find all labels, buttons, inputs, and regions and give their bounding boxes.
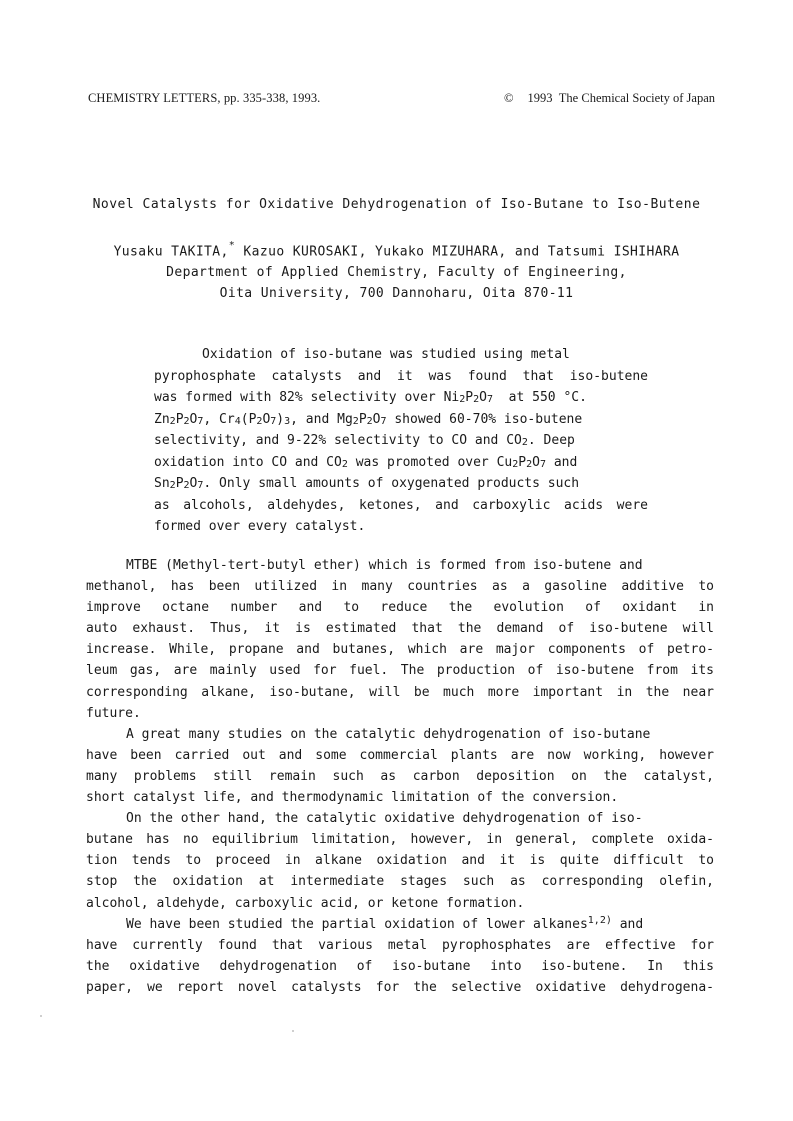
copyright-line bbox=[504, 91, 715, 106]
abstract-line: $Sn_2P_2O_7$. Only small amounts of oxygenated products such bbox=[154, 476, 580, 491]
author-corresponding: Yusaku TAKITA, bbox=[113, 244, 229, 260]
abstract-line: was formed with 82% selectivity over $Ni_2P_2O_7$ at 550 °C. bbox=[154, 390, 587, 405]
abstract bbox=[154, 344, 648, 538]
body-line: stop the oxidation at intermediate stages such as corresponding olefin, bbox=[86, 874, 714, 890]
author-others: Kazuo KUROSAKI, Yukako MIZUHARA, and Tatsumi ISHIHARA bbox=[243, 244, 680, 260]
body-line: tion tends to proceed in alkane oxidation and it is quite difficult to bbox=[86, 853, 714, 869]
body-line: improve octane number and to reduce the evolution of oxidant in bbox=[86, 600, 714, 616]
body-line: butane has no equilibrium limitation, however, in general, complete oxida- bbox=[86, 832, 714, 848]
scan-speck bbox=[292, 1030, 294, 1032]
corresponding-star: * bbox=[228, 240, 236, 251]
abstract-line: oxidation into CO and $CO_2$ was promoted over $Cu_2P_2O_7$ and bbox=[154, 454, 578, 470]
body-line: have been carried out and some commercial plants are now working, however bbox=[86, 747, 714, 763]
abstract-line: pyrophosphate catalysts and it was found that iso-butene bbox=[154, 368, 648, 384]
body-line: many problems still remain such as carbon deposition on the catalyst, bbox=[86, 768, 714, 784]
body-line: alcohol, aldehyde, carboxylic acid, or ketone formation. bbox=[86, 895, 525, 911]
abstract-line: Oxidation of iso-butane was studied using metal bbox=[202, 347, 570, 362]
body-line: future. bbox=[86, 705, 141, 721]
body-line: increase. While, propane and butanes, which are major components of petro- bbox=[86, 642, 714, 658]
abstract-line: formed over every catalyst. bbox=[154, 519, 366, 534]
reference-superscript: 1,2) bbox=[587, 914, 612, 926]
author-block bbox=[0, 237, 793, 304]
abstract-line: selectivity, and 9-22% selectivity to CO and $CO_2$. Deep bbox=[154, 433, 575, 448]
body-line: MTBE (Methyl-tert-butyl ether) which is formed from iso-butene and bbox=[126, 558, 643, 573]
author-list bbox=[0, 237, 793, 262]
abstract-line: $Zn_2P_2O_7$, $Cr_4(P_2O_7)_3$, and $Mg_2P_2O_7$ showed 60-70% iso-butene bbox=[154, 411, 583, 427]
body-line: the oxidative dehydrogenation of iso-butane into iso-butene. In this bbox=[86, 958, 714, 974]
body-line: methanol, has been utilized in many countries as a gasoline additive to bbox=[86, 579, 714, 595]
body-line: leum gas, are mainly used for fuel. The production of iso-butene from its bbox=[86, 663, 714, 679]
scan-speck bbox=[40, 1015, 42, 1017]
publisher-name: The Chemical Society of Japan bbox=[558, 91, 715, 105]
body-line: A great many studies on the catalytic dehydrogenation of iso-butane bbox=[126, 726, 651, 742]
affiliation-line-1: Department of Applied Chemistry, Faculty of Engineering, bbox=[166, 265, 627, 281]
abstract-line: as alcohols, aldehydes, ketones, and carboxylic acids were bbox=[154, 497, 648, 513]
paper-title: Novel Catalysts for Oxidative Dehydrogenation of Iso-Butane to Iso-Butene bbox=[92, 197, 701, 212]
body-line: We have been studied the partial oxidation of lower alkanes$^{1,2)}$ and bbox=[126, 914, 644, 932]
body-line: auto exhaust. Thus, it is estimated that the demand of iso-butene will bbox=[86, 621, 714, 637]
journal-citation: CHEMISTRY LETTERS, pp. 335-338, 1993. bbox=[88, 91, 321, 105]
affiliation-line-2: Oita University, 700 Dannoharu, Oita 870-11 bbox=[219, 286, 574, 302]
copyright-year: 1993 bbox=[527, 91, 553, 105]
body-line: On the other hand, the catalytic oxidative dehydrogenation of iso- bbox=[126, 811, 643, 827]
body-line: paper, we report novel catalysts for the selective oxidative dehydrogena- bbox=[86, 979, 714, 995]
copyright-symbol: © bbox=[504, 91, 514, 105]
body-text bbox=[86, 555, 714, 998]
body-line: short catalyst life, and thermodynamic limitation of the conversion. bbox=[86, 790, 619, 806]
body-line: corresponding alkane, iso-butane, will be much more important in the near bbox=[86, 684, 714, 700]
body-line: have currently found that various metal pyrophosphates are effective for bbox=[86, 937, 714, 953]
